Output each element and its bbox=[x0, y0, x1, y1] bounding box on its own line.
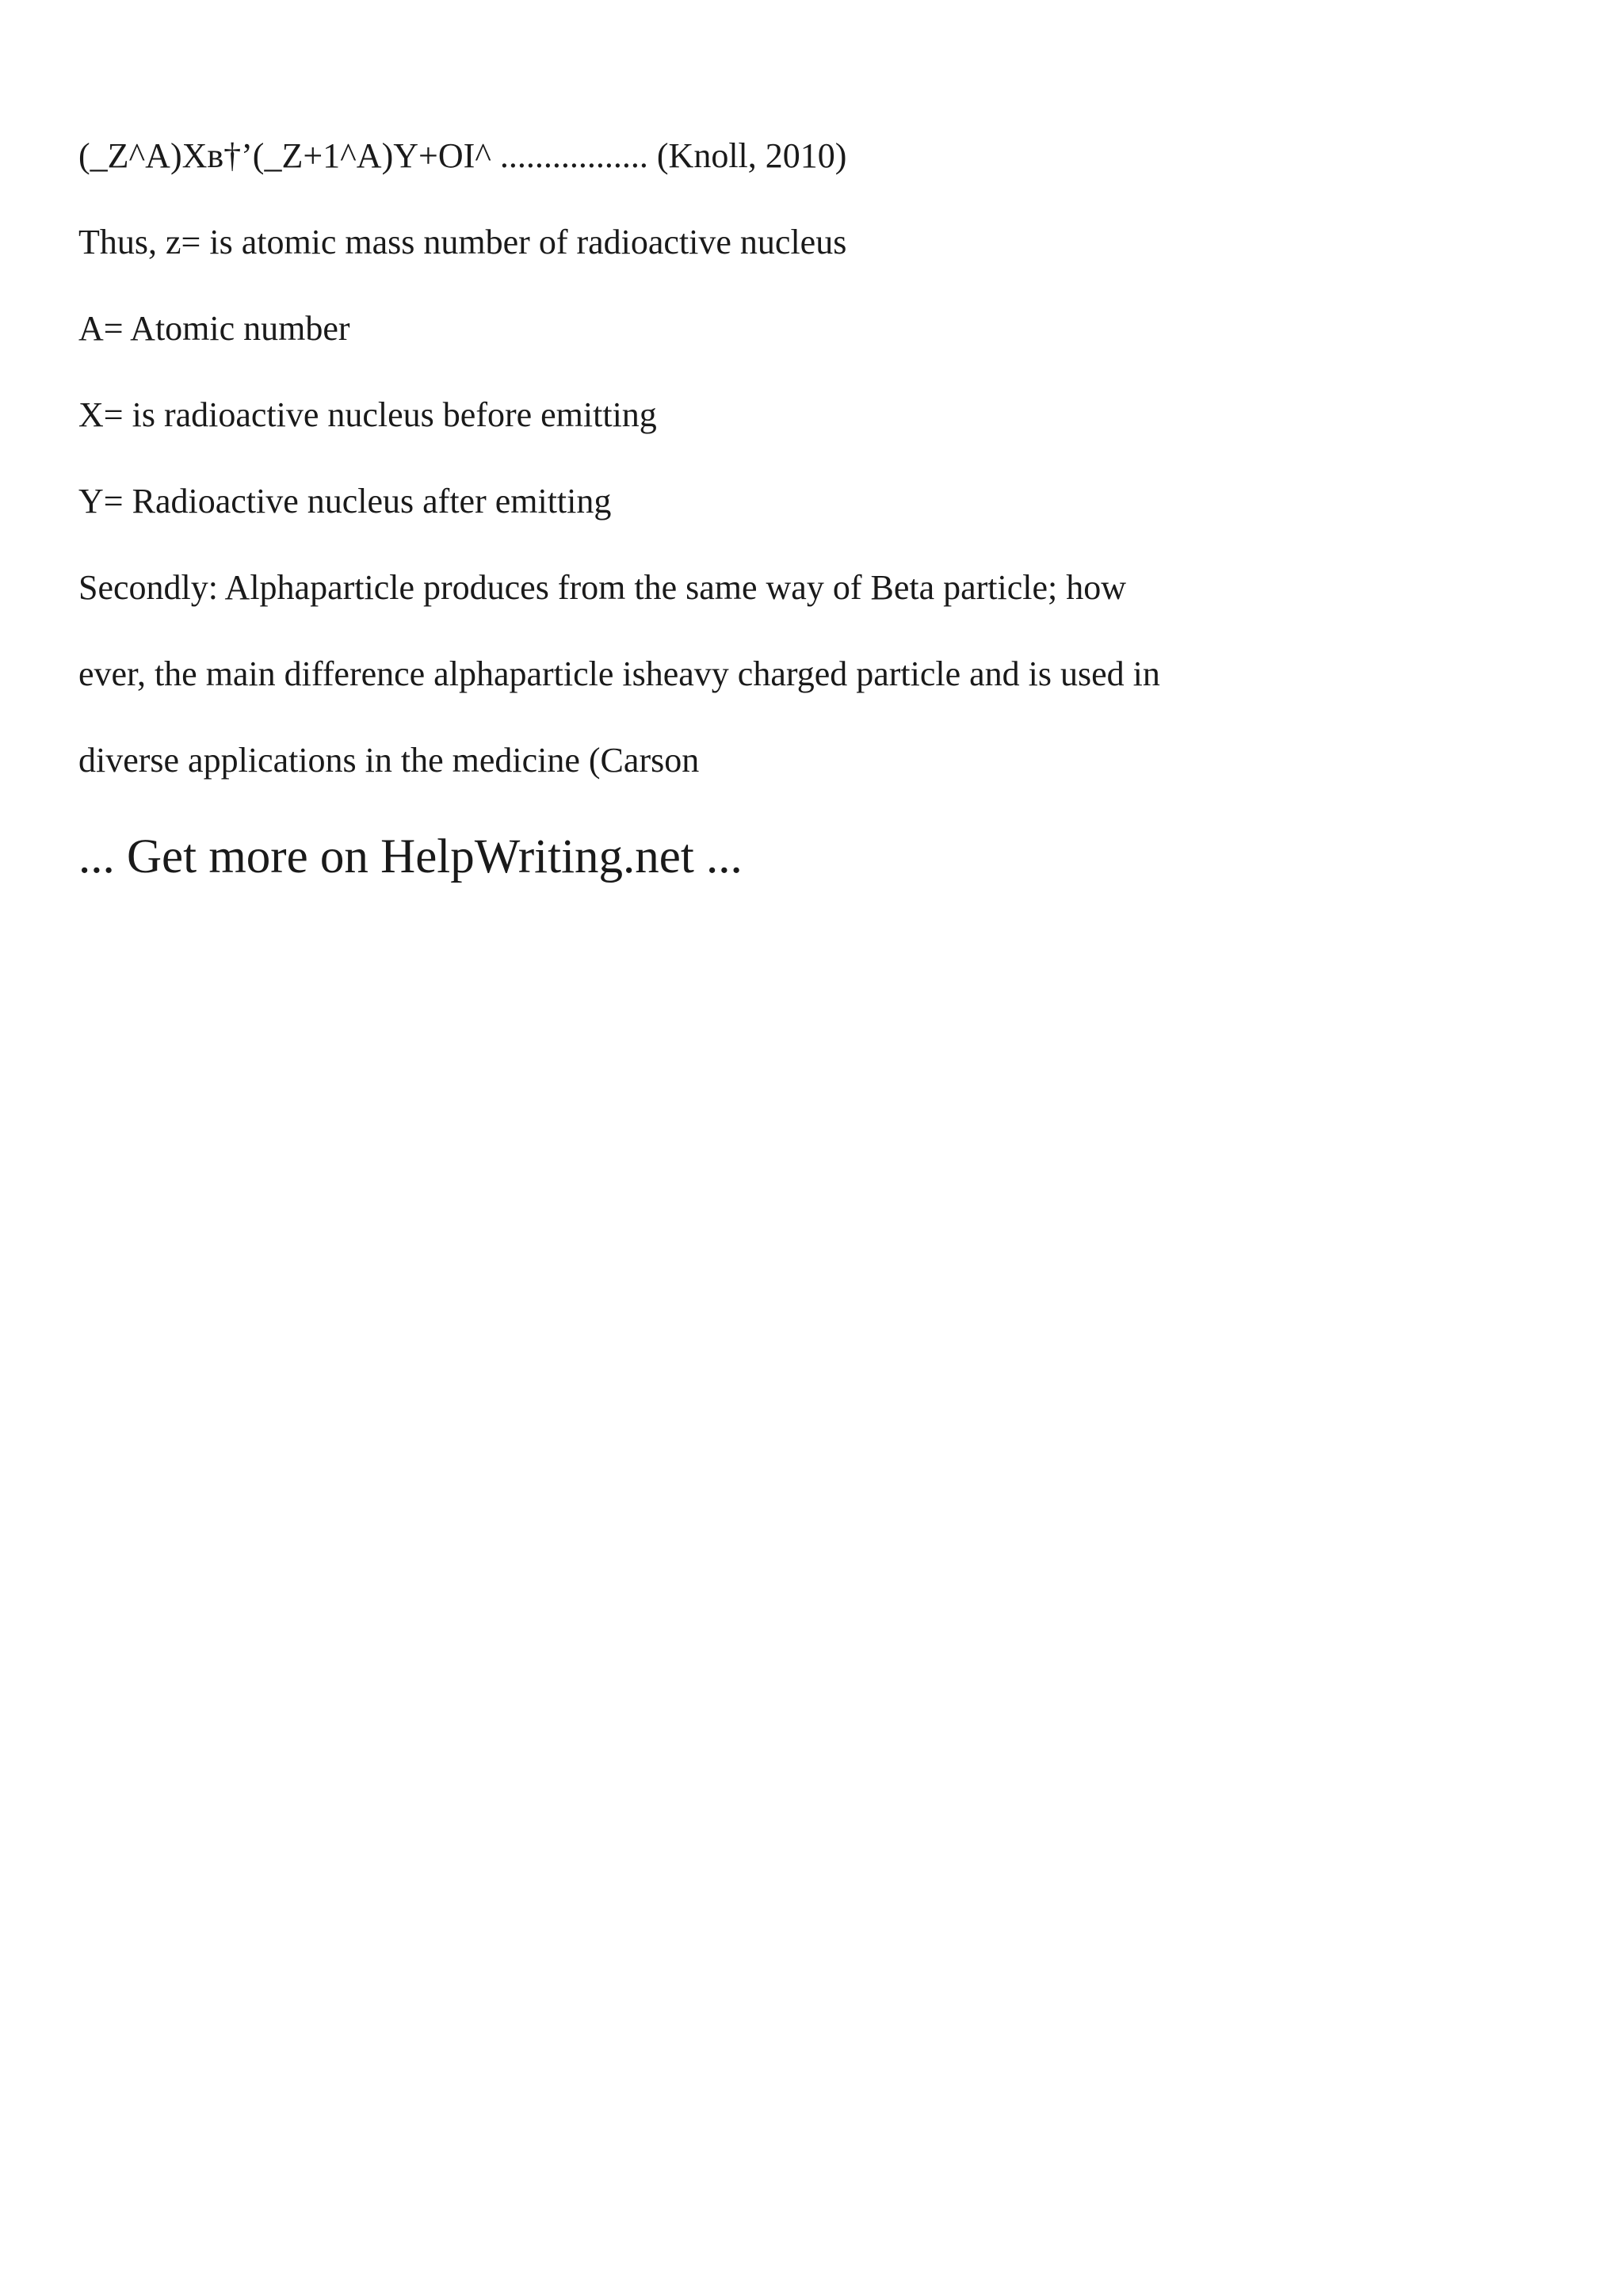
text-line: ever, the main difference alphaparticle isheavy charged particle and is used in bbox=[78, 654, 1160, 693]
text-line: diverse applications in the medicine (Carson bbox=[78, 741, 700, 780]
text-line: A= Atomic number bbox=[78, 309, 350, 348]
get-more-link[interactable]: ... Get more on HelpWriting.net ... bbox=[78, 830, 743, 883]
text-line: Y= Radioactive nucleus after emitting bbox=[78, 482, 612, 521]
equation-line: (_Z^A)Xв†’(_Z+1^A)Y+OI^ ................. (Knoll, 2010) bbox=[78, 136, 847, 175]
text-line: Secondly: Alphaparticle produces from the same way of Beta particle; how bbox=[78, 568, 1127, 607]
text-line: X= is radioactive nucleus before emitting bbox=[78, 395, 657, 434]
text-line: Thus, z= is atomic mass number of radioactive nucleus bbox=[78, 223, 847, 261]
